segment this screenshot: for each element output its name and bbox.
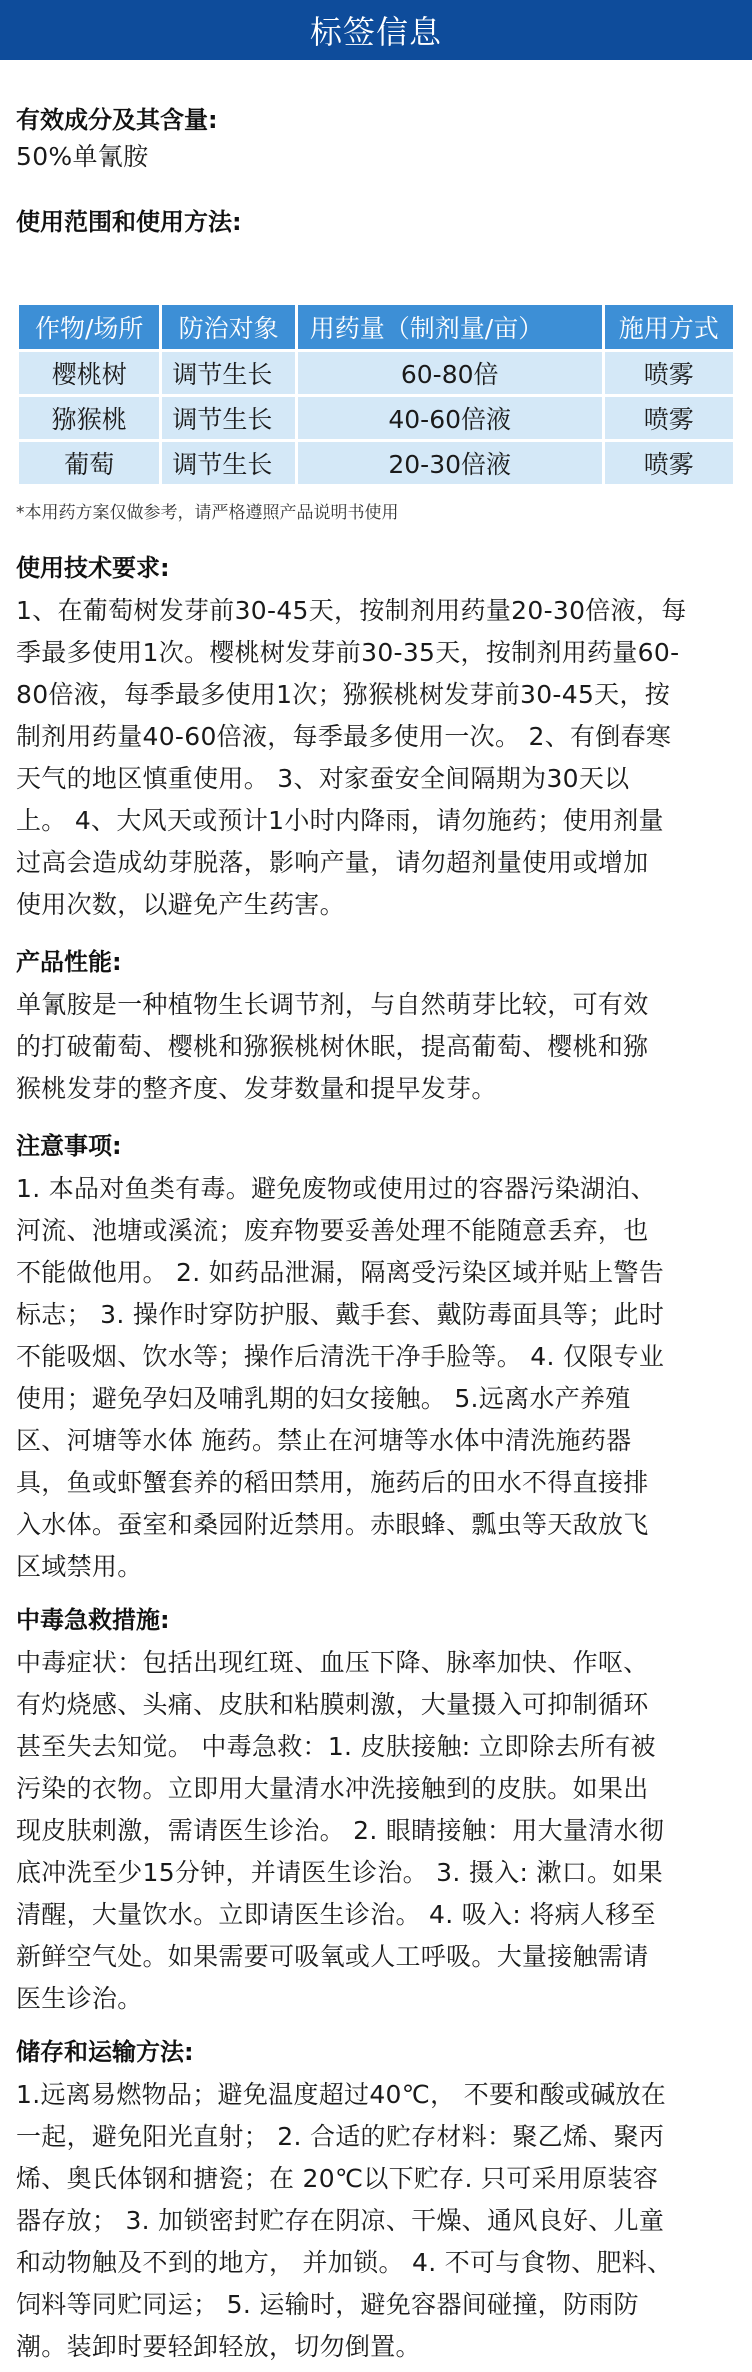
table-cell: 樱桃树 (19, 352, 159, 394)
page-header (0, 0, 752, 60)
text-line: 饲料等同贮同运； 5. 运输时，避免容器间碰撞，防雨防 (16, 2290, 639, 2319)
text-line: 制剂用药量40-60倍液，每季最多使用一次。 2、有倒春寒 (16, 722, 672, 751)
text-line: 具，鱼或虾蟹套养的稻田禁用，施药后的田水不得直接排 (16, 1468, 649, 1497)
table-cell: 60-80倍 (298, 352, 602, 394)
header-title: 标签信息 (309, 13, 442, 51)
ingredient-section (16, 104, 736, 174)
text-line: 80倍液，每季最多使用1次；猕猴桃树发芽前30-45天，按 (16, 680, 671, 709)
text-line: 天气的地区慎重使用。 3、对家蚕安全间隔期为30天以 (16, 764, 630, 793)
text-line: 猴桃发芽的整齐度、发芽数量和提早发芽。 (16, 1074, 497, 1103)
text-line: 中毒症状：包括出现红斑、血压下降、脉率加快、作呕、 (16, 1648, 649, 1677)
text-line: 一起，避免阳光直射； 2. 合适的贮存材料：聚乙烯、聚丙 (16, 2122, 665, 2151)
text-line: 区域禁用。 (16, 1552, 143, 1581)
text-line: 底冲洗至少15分钟，并请医生诊治。 3. 摄入: 漱口。如果 (16, 1858, 663, 1887)
table-cell: 猕猴桃 (19, 397, 159, 439)
table-cell: 喷雾 (605, 352, 733, 394)
table-cell: 20-30倍液 (298, 442, 602, 484)
table-row (19, 397, 733, 439)
text-line: 新鲜空气处。如果需要可吸氧或人工呼吸。大量接触需请 (16, 1942, 649, 1971)
table-cell: 喷雾 (605, 397, 733, 439)
firstaid-section (16, 1604, 736, 2020)
text-line: 烯、奥氏体钢和搪瓷；在 20℃以下贮存. 只可采用原装容 (16, 2164, 659, 2193)
table-cell: 调节生长 (162, 352, 294, 394)
usage-heading: 使用范围和使用方法: (16, 208, 242, 236)
caution-body (16, 1168, 736, 1588)
usage-section (16, 206, 736, 238)
text-line: 单氰胺是一种植物生长调节剂，与自然萌芽比较，可有效 (16, 990, 649, 1019)
firstaid-heading: 中毒急救措施: (16, 1606, 170, 1634)
column-header: 作物/场所 (19, 305, 159, 349)
text-line: 现皮肤刺激，需请医生诊治。 2. 眼睛接触：用大量清水彻 (16, 1816, 665, 1845)
ingredient-heading: 有效成分及其含量: (16, 106, 218, 134)
table-cell: 调节生长 (162, 442, 294, 484)
column-header: 施用方式 (605, 305, 733, 349)
text-line: 区、河塘等水体 施药。禁止在河塘等水体中清洗施药器 (16, 1426, 632, 1455)
table-row (19, 352, 733, 394)
column-header: 防治对象 (162, 305, 294, 349)
text-line: 清醒，大量饮水。立即请医生诊治。 4. 吸入: 将病人移至 (16, 1900, 656, 1929)
text-line: 季最多使用1次。樱桃树发芽前30-35天，按制剂用药量60- (16, 638, 680, 667)
tech-heading: 使用技术要求: (16, 554, 170, 582)
storage-body (16, 2074, 736, 2368)
text-line: 器存放； 3. 加锁密封贮存在阴凉、干燥、通风良好、儿童 (16, 2206, 665, 2235)
table-header-row (19, 305, 733, 349)
text-line: 使用次数，以避免产生药害。 (16, 890, 345, 919)
text-line: 的打破葡萄、樱桃和猕猴桃树休眠，提高葡萄、樱桃和猕 (16, 1032, 649, 1061)
text-line: 1.远离易燃物品；避免温度超过40℃， 不要和酸或碱放在 (16, 2080, 667, 2109)
column-header: 用药量（制剂量/亩） (298, 305, 602, 349)
dosage-table (16, 302, 736, 487)
tech-section (16, 552, 736, 926)
text-line: 使用；避免孕妇及哺乳期的妇女接触。 5.远离水产养殖 (16, 1384, 631, 1413)
text-line: 不能吸烟、饮水等；操作后清洗干净手脸等。 4. 仅限专业 (16, 1342, 665, 1371)
table-cell: 调节生长 (162, 397, 294, 439)
text-line: 1、在葡萄树发芽前30-45天，按制剂用药量20-30倍液，每 (16, 596, 687, 625)
text-line: 有灼烧感、头痛、皮肤和粘膜刺激，大量摄入可抑制循环 (16, 1690, 649, 1719)
text-line: 潮。装卸时要轻卸轻放，切勿倒置。 (16, 2332, 421, 2361)
performance-body (16, 984, 736, 1110)
firstaid-body (16, 1642, 736, 2020)
text-line: 和动物触及不到的地方， 并加锁。 4. 不可与食物、肥料、 (16, 2248, 673, 2277)
text-line: 1. 本品对鱼类有毒。避免废物或使用过的容器污染湖泊、 (16, 1174, 656, 1203)
table-row (19, 442, 733, 484)
performance-section (16, 946, 736, 1110)
table-note: *本用药方案仅做参考，请严格遵照产品说明书使用 (16, 503, 399, 523)
text-line: 甚至失去知觉。 中毒急救：1. 皮肤接触: 立即除去所有被 (16, 1732, 656, 1761)
tech-body (16, 590, 736, 926)
caution-section (16, 1130, 736, 1588)
storage-heading: 储存和运输方法: (16, 2038, 194, 2066)
text-line: 不能做他用。 2. 如药品泄漏，隔离受污染区域并贴上警告 (16, 1258, 665, 1287)
performance-heading: 产品性能: (16, 948, 122, 976)
table-cell: 喷雾 (605, 442, 733, 484)
text-line: 入水体。蚕室和桑园附近禁用。赤眼蜂、瓢虫等天敌放飞 (16, 1510, 649, 1539)
ingredient-value: 50%单氰胺 (16, 142, 149, 171)
table-cell: 葡萄 (19, 442, 159, 484)
text-line: 医生诊治。 (16, 1984, 143, 2013)
text-line: 上。 4、大风天或预计1小时内降雨，请勿施药；使用剂量 (16, 806, 664, 835)
text-line: 标志； 3. 操作时穿防护服、戴手套、戴防毒面具等；此时 (16, 1300, 665, 1329)
caution-heading: 注意事项: (16, 1132, 122, 1160)
text-line: 河流、池塘或溪流；废弃物要妥善处理不能随意丢弃，也 (16, 1216, 649, 1245)
text-line: 污染的衣物。立即用大量清水冲洗接触到的皮肤。如果出 (16, 1774, 649, 1803)
storage-section (16, 2036, 736, 2368)
text-line: 过高会造成幼芽脱落，影响产量，请勿超剂量使用或增加 (16, 848, 649, 877)
table-cell: 40-60倍液 (298, 397, 602, 439)
